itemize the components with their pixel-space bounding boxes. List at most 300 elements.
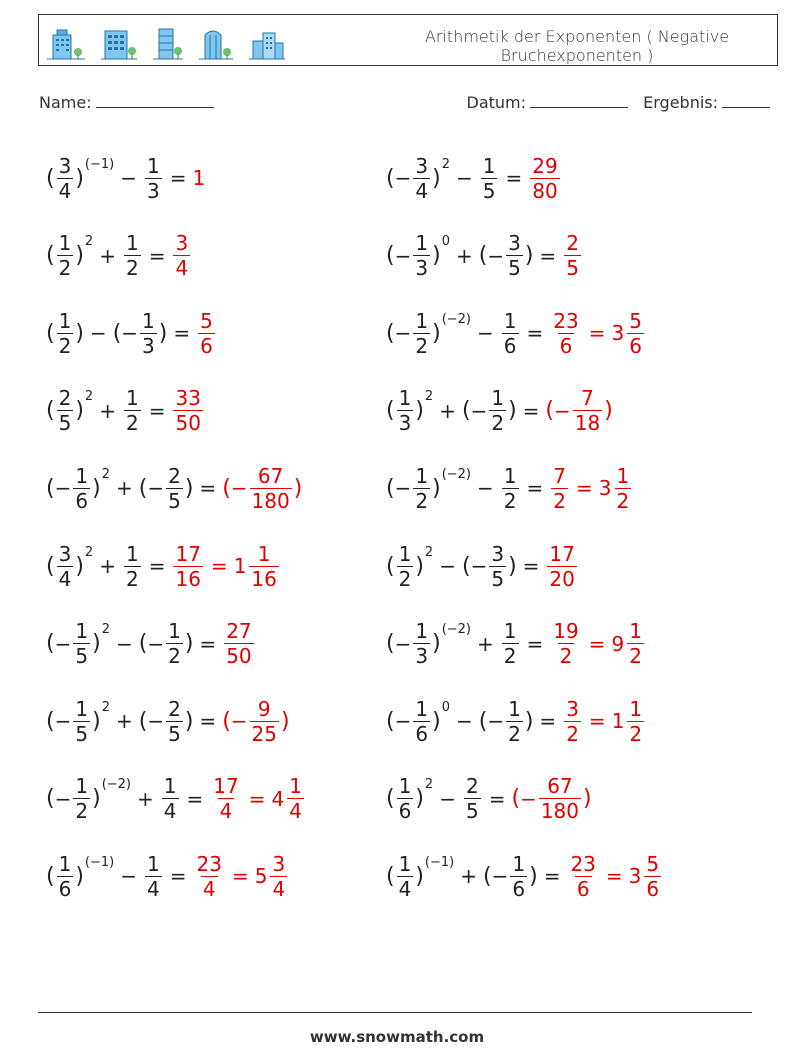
- problem: [386, 683, 646, 759]
- answer-fraction: [250, 696, 279, 746]
- close-paren: ): [432, 320, 441, 346]
- answer-fraction: [551, 308, 580, 358]
- numerator: 2: [168, 696, 181, 721]
- denominator: 4: [398, 876, 412, 901]
- close-paren: ): [432, 165, 441, 191]
- mixed-fraction: [644, 851, 661, 901]
- base-fraction: [57, 851, 74, 901]
- close-paren: ): [415, 863, 424, 889]
- exponent: 2: [84, 544, 94, 560]
- problem: [46, 838, 289, 914]
- equals-sign: =: [588, 631, 606, 656]
- numerator: 3: [415, 153, 429, 178]
- numerator: 23: [196, 851, 222, 876]
- answer: [222, 619, 255, 669]
- footer-url: www.snowmath.com: [309, 1028, 485, 1046]
- base-fraction: [73, 774, 90, 824]
- result-line[interactable]: [722, 93, 770, 108]
- problem: [386, 761, 592, 837]
- denominator: 4: [202, 876, 216, 901]
- problem-row: [0, 450, 794, 526]
- numerator: 1: [75, 774, 89, 799]
- operator: +: [99, 243, 116, 268]
- answer-fraction: [564, 696, 581, 746]
- denominator: 2: [629, 644, 642, 669]
- numerator: 1: [163, 774, 177, 799]
- minus-sign: −: [121, 321, 139, 346]
- mixed-fraction: [270, 851, 287, 901]
- base-fraction: [145, 851, 162, 901]
- answer-fraction: [224, 619, 253, 669]
- equals-sign: =: [588, 709, 606, 734]
- problem-row: [0, 373, 794, 449]
- numerator: 1: [398, 774, 412, 799]
- problem: [46, 218, 192, 294]
- denominator: 2: [125, 256, 139, 281]
- answer: [545, 386, 613, 436]
- denominator: 5: [508, 256, 521, 281]
- mixed-whole: 5: [254, 864, 268, 889]
- minus-sign: −: [394, 709, 412, 734]
- close-paren: ): [75, 165, 84, 191]
- denominator: 6: [415, 721, 429, 746]
- building-icon: [247, 25, 287, 61]
- denominator: 2: [491, 411, 505, 436]
- problem: [386, 218, 583, 294]
- denominator: 2: [58, 333, 72, 358]
- numerator: 3: [175, 231, 189, 256]
- close-paren: ): [508, 553, 517, 579]
- base-fraction: [57, 386, 74, 436]
- close-paren: ): [184, 475, 194, 501]
- operator: +: [439, 398, 456, 423]
- base-fraction: [397, 386, 414, 436]
- minus-sign: −: [147, 631, 165, 656]
- answer-fraction: [564, 231, 581, 281]
- denominator: 3: [142, 333, 155, 358]
- numerator: 1: [75, 619, 89, 644]
- close-paren: ): [293, 475, 303, 501]
- problem: [386, 373, 613, 449]
- minus-sign: −: [394, 321, 412, 346]
- answer: [549, 308, 646, 358]
- close-paren: ): [432, 708, 441, 734]
- problem-row: [0, 606, 794, 682]
- open-paren: (: [46, 398, 55, 424]
- answer-fraction: [547, 541, 576, 591]
- answer: [562, 231, 583, 281]
- open-paren: (: [138, 631, 148, 657]
- problem: [386, 295, 646, 371]
- numerator: 2: [168, 463, 181, 488]
- base-fraction: [124, 231, 141, 281]
- close-paren: ): [583, 786, 592, 812]
- close-paren: ): [432, 631, 441, 657]
- open-paren: (: [386, 475, 395, 501]
- denominator: 4: [147, 876, 160, 901]
- open-paren: (: [386, 165, 395, 191]
- operator: −: [477, 476, 494, 501]
- minus-sign: −: [394, 166, 412, 190]
- minus-sign: −: [147, 709, 165, 734]
- result-label: Ergebnis:: [643, 93, 718, 112]
- exponent: 2: [101, 622, 110, 638]
- minus-sign: −: [470, 554, 488, 578]
- denominator: 50: [175, 411, 201, 436]
- exponent: (−2): [441, 311, 471, 327]
- numerator: 1: [629, 696, 643, 721]
- denominator: 80: [532, 178, 558, 203]
- answer: [196, 308, 217, 358]
- numerator: 2: [566, 231, 579, 256]
- mixed-whole: 1: [611, 709, 625, 734]
- base-fraction: [166, 619, 183, 669]
- denominator: 2: [415, 333, 429, 358]
- numerator: 33: [175, 386, 201, 411]
- exponent: 2: [441, 156, 450, 172]
- date-result-fields: [467, 93, 770, 112]
- numerator: 5: [646, 851, 660, 876]
- operator: −: [89, 321, 107, 346]
- close-paren: ): [158, 320, 168, 346]
- answer: [171, 231, 192, 281]
- numerator: 1: [398, 386, 412, 411]
- numerator: 1: [512, 851, 526, 876]
- equals-sign: =: [199, 709, 217, 734]
- open-paren: (: [386, 631, 395, 657]
- problem: [46, 606, 256, 682]
- exponent: (−2): [441, 622, 471, 638]
- numerator: 1: [415, 619, 429, 644]
- numerator: 7: [553, 463, 566, 488]
- base-fraction: [140, 308, 157, 358]
- open-paren: (: [461, 553, 471, 579]
- date-label: Datum:: [466, 93, 527, 112]
- problem-row: [0, 528, 794, 604]
- numerator: 23: [553, 308, 579, 333]
- base-fraction: [506, 696, 523, 746]
- equals-sign: =: [539, 243, 557, 268]
- operator: −: [477, 321, 494, 346]
- equals-sign: =: [148, 398, 166, 423]
- equals-sign: =: [522, 554, 540, 578]
- denominator: 3: [415, 644, 429, 669]
- exponent: 2: [101, 466, 110, 482]
- operator: −: [115, 631, 133, 656]
- numerator: 1: [58, 851, 72, 876]
- open-paren: (: [138, 708, 148, 734]
- denominator: 2: [503, 644, 517, 669]
- operator: +: [115, 709, 133, 734]
- operator: −: [120, 864, 137, 889]
- equals-sign: =: [169, 864, 187, 889]
- base-fraction: [502, 619, 519, 669]
- problem: [386, 528, 579, 604]
- problem: [386, 838, 663, 914]
- answer: [209, 774, 306, 824]
- problem-row: [0, 295, 794, 371]
- base-fraction: [145, 153, 162, 203]
- numerator: 1: [503, 619, 517, 644]
- problem: [46, 761, 306, 837]
- open-paren: (: [386, 708, 395, 734]
- open-paren: (: [483, 863, 492, 889]
- answer: [549, 619, 646, 669]
- denominator: 2: [168, 644, 181, 669]
- numerator: 1: [58, 231, 72, 256]
- denominator: 16: [175, 566, 201, 591]
- exponent: 0: [441, 699, 450, 715]
- open-paren: (: [222, 475, 231, 501]
- minus-sign: −: [230, 476, 248, 501]
- equals-sign: =: [148, 554, 166, 578]
- numerator: 3: [566, 696, 579, 721]
- operator: +: [137, 786, 154, 811]
- base-fraction: [73, 463, 90, 513]
- numerator: 17: [175, 541, 201, 566]
- numerator: 1: [415, 308, 429, 333]
- denominator: 4: [58, 178, 72, 203]
- denominator: 6: [629, 333, 642, 358]
- numerator: 3: [272, 851, 286, 876]
- base-fraction: [397, 774, 414, 824]
- base-fraction: [489, 541, 506, 591]
- numerator: 23: [570, 851, 596, 876]
- base-fraction: [413, 463, 430, 513]
- denominator: 6: [398, 799, 412, 824]
- name-line[interactable]: [96, 93, 214, 108]
- close-paren: ): [92, 786, 101, 812]
- numerator: 1: [142, 308, 155, 333]
- problem-row: [0, 218, 794, 294]
- numerator: 3: [58, 541, 72, 566]
- close-paren: ): [75, 320, 84, 346]
- base-fraction: [413, 308, 430, 358]
- mixed-fraction: [627, 696, 644, 746]
- base-fraction: [489, 386, 506, 436]
- problem: [46, 528, 281, 604]
- mixed-fraction: [287, 774, 304, 824]
- building-icons: [45, 21, 287, 61]
- denominator: 2: [559, 644, 573, 669]
- equals-sign: =: [231, 864, 249, 889]
- numerator: 1: [629, 619, 642, 644]
- answer-fraction: [568, 851, 597, 901]
- exponent: (−1): [424, 854, 455, 870]
- numerator: 1: [415, 231, 429, 256]
- denominator: 6: [646, 876, 660, 901]
- base-fraction: [413, 696, 430, 746]
- equals-sign: =: [505, 166, 523, 190]
- open-paren: (: [386, 398, 395, 424]
- denominator: 2: [415, 488, 429, 513]
- numerator: 1: [289, 774, 302, 799]
- exponent: 2: [101, 699, 110, 715]
- denominator: 4: [58, 566, 72, 591]
- numerator: 1: [58, 308, 72, 333]
- operator: −: [455, 166, 473, 190]
- denominator: 2: [125, 411, 139, 436]
- exponent: (−2): [101, 777, 131, 793]
- denominator: 3: [398, 411, 412, 436]
- close-paren: ): [75, 398, 84, 424]
- problem: [46, 683, 290, 759]
- numerator: 1: [415, 463, 429, 488]
- denominator: 5: [168, 488, 181, 513]
- problem: [386, 606, 646, 682]
- open-paren: (: [511, 786, 521, 812]
- answer-fraction: [211, 774, 240, 824]
- equals-sign: =: [488, 786, 506, 811]
- minus-sign: −: [470, 398, 488, 423]
- numerator: 1: [398, 541, 412, 566]
- exponent: 0: [441, 234, 450, 250]
- denominator: 5: [491, 566, 505, 591]
- answer-fraction: [539, 774, 581, 824]
- operator: −: [439, 554, 456, 578]
- equals-sign: =: [148, 243, 166, 268]
- close-paren: ): [184, 631, 194, 657]
- open-paren: (: [46, 243, 55, 269]
- close-paren: ): [508, 398, 517, 424]
- operator: +: [115, 476, 133, 501]
- numerator: 3: [508, 231, 521, 256]
- equals-sign: =: [543, 864, 561, 889]
- denominator: 4: [289, 799, 302, 824]
- mixed-whole: 3: [598, 476, 612, 501]
- denominator: 2: [398, 566, 412, 591]
- answer: [193, 851, 290, 901]
- mixed-fraction: [249, 541, 278, 591]
- close-paren: ): [604, 398, 613, 424]
- denominator: 5: [482, 178, 496, 203]
- name-field: [39, 93, 214, 112]
- exponent: (−2): [441, 466, 471, 482]
- denominator: 4: [272, 876, 286, 901]
- equals-sign: =: [210, 554, 228, 578]
- equals-sign: =: [199, 631, 217, 656]
- answer: [562, 696, 646, 746]
- close-paren: ): [184, 708, 194, 734]
- denominator: 2: [629, 721, 643, 746]
- building-icon: [197, 25, 235, 61]
- close-paren: ): [524, 243, 534, 269]
- answer-fraction: [551, 463, 568, 513]
- numerator: 1: [482, 153, 496, 178]
- answer: [171, 541, 280, 591]
- base-fraction: [162, 774, 179, 824]
- worksheet-title: Arithmetik der Exponenten ( Negative Bruchexponenten ): [424, 27, 730, 65]
- base-fraction: [57, 541, 74, 591]
- numerator: 1: [503, 463, 517, 488]
- equals-sign: =: [248, 786, 266, 811]
- denominator: 4: [415, 178, 429, 203]
- answer: [222, 463, 303, 513]
- open-paren: (: [222, 708, 231, 734]
- equals-sign: =: [199, 476, 217, 501]
- base-fraction: [57, 231, 74, 281]
- base-fraction: [57, 308, 74, 358]
- equals-sign: =: [576, 476, 593, 501]
- numerator: 1: [508, 696, 521, 721]
- operator: −: [120, 166, 137, 190]
- close-paren: ): [92, 631, 101, 657]
- equals-sign: =: [522, 398, 540, 423]
- close-paren: ): [524, 708, 534, 734]
- base-fraction: [502, 463, 519, 513]
- close-paren: ): [432, 243, 441, 269]
- problem: [386, 450, 633, 526]
- numerator: 27: [226, 619, 252, 644]
- numerator: 17: [213, 774, 239, 799]
- exponent: 2: [424, 544, 434, 560]
- mixed-fraction: [627, 619, 644, 669]
- minus-sign: −: [54, 709, 72, 734]
- denominator: 18: [574, 411, 601, 436]
- minus-sign: −: [54, 476, 72, 501]
- building-icon: [99, 25, 139, 61]
- denominator: 4: [163, 799, 177, 824]
- numerator: 5: [629, 308, 642, 333]
- mixed-whole: 4: [271, 786, 285, 811]
- minus-sign: −: [54, 786, 72, 811]
- base-fraction: [397, 541, 414, 591]
- answer: [549, 463, 633, 513]
- numerator: 1: [616, 463, 630, 488]
- numerator: 1: [125, 231, 139, 256]
- open-paren: (: [386, 243, 395, 269]
- exponent: 2: [424, 777, 434, 793]
- open-paren: (: [46, 708, 55, 734]
- denominator: 2: [503, 488, 517, 513]
- problem-row: [0, 683, 794, 759]
- numerator: 1: [503, 308, 517, 333]
- denominator: 6: [58, 876, 72, 901]
- operator: +: [99, 554, 116, 578]
- minus-sign: −: [491, 864, 509, 889]
- open-paren: (: [386, 786, 395, 812]
- numerator: 1: [147, 851, 160, 876]
- numerator: 3: [58, 153, 72, 178]
- close-paren: ): [415, 786, 424, 812]
- minus-sign: −: [394, 631, 412, 656]
- date-line[interactable]: [530, 93, 628, 108]
- denominator: 2: [75, 799, 89, 824]
- denominator: 6: [512, 876, 526, 901]
- answer-fraction: [173, 386, 202, 436]
- exponent: 2: [84, 389, 94, 405]
- denominator: 3: [147, 178, 160, 203]
- denominator: 2: [566, 721, 579, 746]
- base-fraction: [73, 619, 90, 669]
- numerator: 7: [581, 386, 594, 411]
- minus-sign: −: [230, 709, 248, 734]
- open-paren: (: [46, 631, 55, 657]
- open-paren: (: [386, 320, 395, 346]
- base-fraction: [397, 851, 414, 901]
- answer-fraction: [573, 386, 602, 436]
- answer-fraction: [551, 619, 580, 669]
- open-paren: (: [46, 786, 55, 812]
- problem-row: [0, 761, 794, 837]
- base-fraction: [413, 231, 430, 281]
- mixed-fraction: [627, 308, 644, 358]
- open-paren: (: [46, 475, 55, 501]
- minus-sign: −: [394, 476, 412, 501]
- denominator: 20: [549, 566, 575, 591]
- base-fraction: [166, 463, 183, 513]
- base-fraction: [510, 851, 527, 901]
